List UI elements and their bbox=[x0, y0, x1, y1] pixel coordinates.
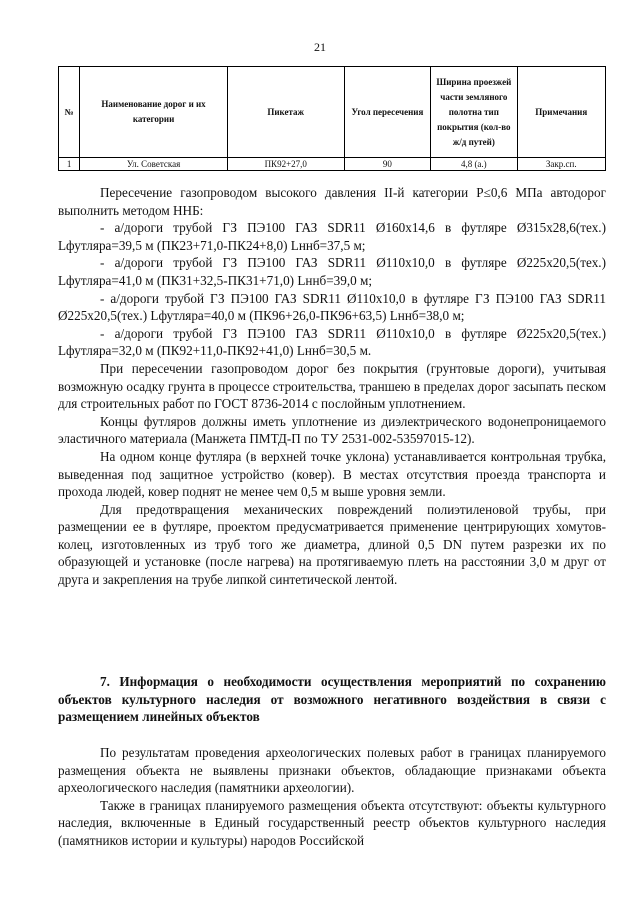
cell-width: 4,8 (а.) bbox=[431, 158, 517, 171]
list-item: - а/дороги трубой ГЗ ПЭ100 ГАЗ SDR11 Ø110х10,0 в футляре Ø225х20,5(тех.) Lфутляра=32,0 м (ПК92+11,0-ПК92+41,0) Lннб=30,5 м. bbox=[58, 325, 606, 359]
paragraph-heritage-objects: Также в границах планируемого размещения объекта отсутствуют: объекты культурного наследия, включенные в Единый государственный реестр объектов культурного наследия (памятников истории и культуры) народов Российской bbox=[58, 797, 606, 848]
header-picket: Пикетаж bbox=[227, 67, 344, 158]
header-angle: Угол пересечения bbox=[344, 67, 430, 158]
paragraph-casing-seal: Концы футляров должны иметь уплотнение из диэлектрического водонепроницаемого эластичного материала (Манжета ПМТД-П по ТУ 2531-002-53597015-12). bbox=[58, 413, 606, 447]
page-number: 21 bbox=[314, 40, 326, 54]
header-number: № bbox=[59, 67, 80, 158]
paragraph-archaeology-results: По результатам проведения археологических полевых работ в границах планируемого размещения объекта не выявлены признаки объектов, обладающие признаками объекта археологического наследия (памятники археологии). bbox=[58, 745, 606, 796]
header-width: Ширина проезжей части земляного полотна тип покрытия (кол-во ж/д путей) bbox=[431, 67, 517, 158]
table-row bbox=[59, 158, 606, 171]
paragraph-centering-rings: Для предотвращения механических повреждений полиэтиленовой трубы, при размещении ее в футляре, проектом предусматривается применение центрирующих хомутов-колец, изготовленных из труб того же диаметра, длиной 0,5 DN путем разрезки их по образующей и установке (после нагрева) на протягиваемую плеть на расстоянии 3,0 м друг от друга и закрепления на трубе липкой синтетической лентой. bbox=[58, 501, 606, 588]
header-notes: Примечания bbox=[517, 67, 605, 158]
paragraph-intro: Пересечение газопроводом высокого давления II-й категории P≤0,6 МПа автодорог выполнить методом ННБ: bbox=[58, 185, 606, 218]
paragraph-unpaved-roads: При пересечении газопроводом дорог без покрытия (грунтовые дороги), учитывая возможную осадку грунта в процессе строительства, траншею в пределах дорог засыпать песком для строительных работ по ГОСТ 8736-2014 с послойным уплотнением. bbox=[58, 360, 606, 412]
list-item: - а/дороги трубой ГЗ ПЭ100 ГАЗ SDR11 Ø110х10,0 в футляре Ø225х20,5(тех.) Lфутляра=41,0 м (ПК31+32,5-ПК31+71,0) Lннб=39,0 м; bbox=[58, 255, 606, 288]
header-road-name: Наименование дорог и их категории bbox=[80, 67, 227, 158]
cell-number: 1 bbox=[59, 158, 80, 171]
table-header-row bbox=[59, 67, 606, 158]
list-item: - а/дороги трубой ГЗ ПЭ100 ГАЗ SDR11 Ø160х14,6 в футляре Ø315х28,6(тех.) Lфутляра=39,5 м (ПК23+71,0-ПК24+8,0) Lннб=37,5 м; bbox=[58, 220, 606, 253]
cell-road-name: Ул. Советская bbox=[80, 158, 227, 171]
cell-angle: 90 bbox=[344, 158, 430, 171]
section-heading: 7. Информация о необходимости осуществления мероприятий по сохранению объектов культурного наследия от возможного негативного воздействия в связи с размещением линейных объектов bbox=[58, 674, 606, 725]
body-text bbox=[58, 184, 606, 589]
cell-notes: Закр.сп. bbox=[517, 158, 605, 171]
road-crossings-table bbox=[58, 66, 606, 171]
body-text-section-7 bbox=[58, 744, 606, 850]
cell-picket: ПК92+27,0 bbox=[227, 158, 344, 171]
list-item: - а/дороги трубой ГЗ ПЭ100 ГАЗ SDR11 Ø110х10,0 в футляре ГЗ ПЭ100 ГАЗ SDR11 Ø225х20,5(тех.) Lфутляра=40,0 м (ПК96+26,0-ПК96+63,5) Lннб=38,0 м; bbox=[58, 290, 606, 324]
paragraph-control-tube: На одном конце футляра (в верхней точке уклона) устанавливается контрольная трубка, выведенная под защитное устройство (ковер). В местах отсутствия проезда транспорта и прохода людей, ковер поднят не менее чем 0,5 м выше уровня земли. bbox=[58, 448, 606, 500]
